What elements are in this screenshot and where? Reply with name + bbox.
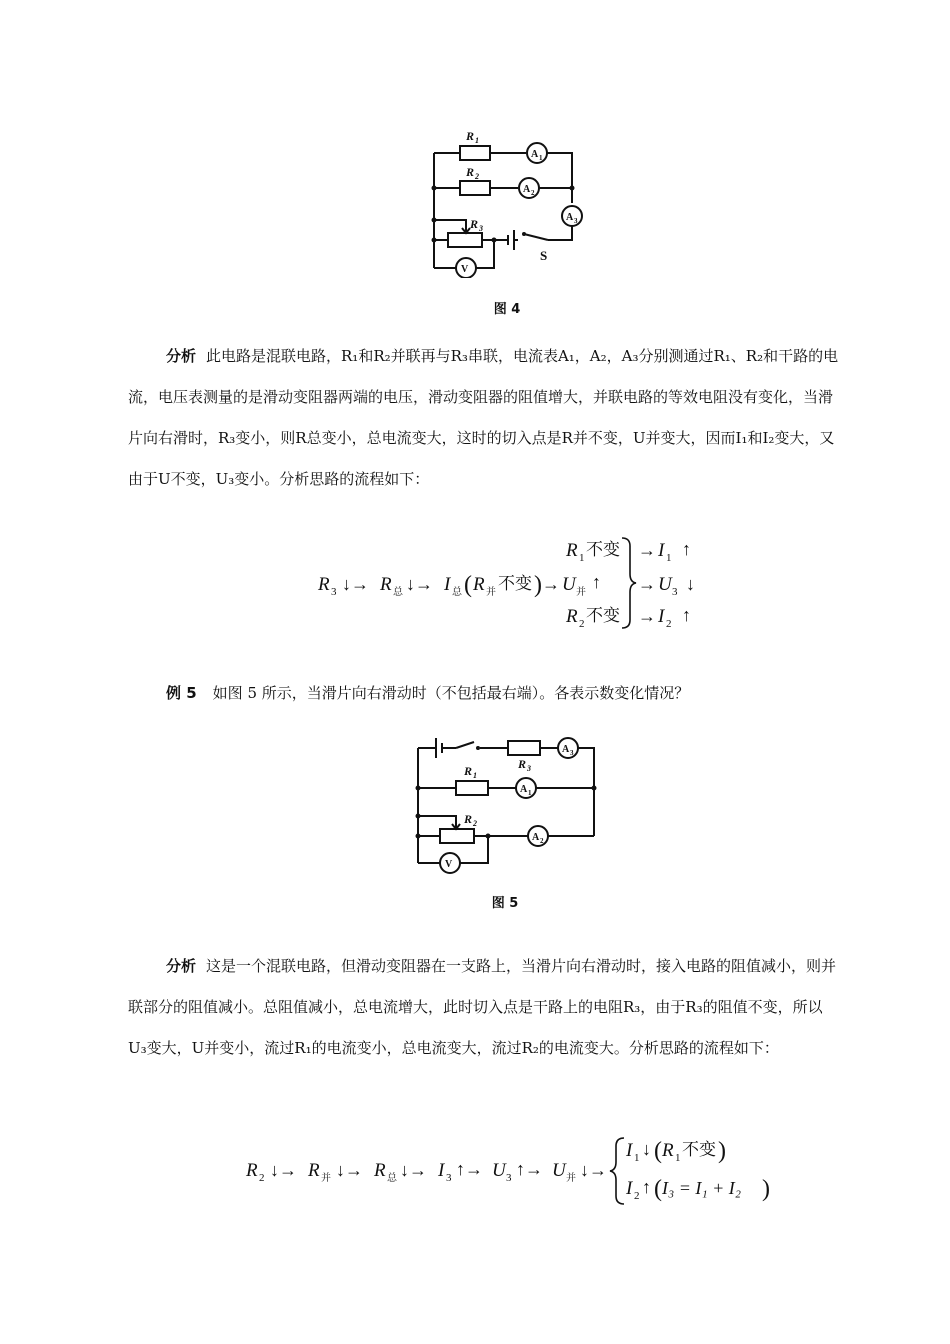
brace-left-icon [610, 1138, 624, 1204]
svg-text:并: 并 [321, 1173, 331, 1184]
svg-text:2: 2 [531, 189, 535, 197]
fig4-r1-label: R [466, 129, 475, 143]
flow-diagram-2 [240, 1132, 800, 1208]
svg-text:(: ( [654, 1138, 662, 1164]
svg-text:V: V [445, 859, 453, 870]
fig5-r2-label: R [464, 812, 473, 826]
svg-text:A: A [566, 212, 574, 223]
svg-text:↓: ↓ [686, 574, 695, 594]
svg-text:R: R [374, 1160, 386, 1181]
svg-text:2: 2 [666, 618, 672, 630]
svg-text:A: A [562, 744, 570, 755]
figure-4-caption: 图 4 [493, 302, 521, 317]
svg-text:I: I [658, 606, 665, 627]
svg-text:不变: 不变 [586, 540, 620, 559]
arrow-down-icon: ↓→ [270, 1160, 297, 1180]
svg-text:A: A [532, 832, 540, 843]
svg-text:1: 1 [666, 552, 672, 564]
arrow-up-icon: ↑ [592, 572, 601, 592]
fig4-r2-label: R [466, 165, 475, 179]
svg-text:2: 2 [475, 172, 479, 181]
svg-text:A: A [531, 149, 539, 160]
svg-text:R: R [662, 1140, 674, 1161]
svg-text:→: → [638, 574, 656, 594]
svg-text:U: U [552, 1160, 566, 1181]
arrow-up-icon: ↑→ [456, 1159, 483, 1179]
svg-text:不变: 不变 [682, 1140, 716, 1159]
svg-text:V: V [461, 264, 469, 275]
fig5-r3-label: R [518, 757, 527, 771]
svg-text:1: 1 [634, 1152, 640, 1164]
analysis-paragraph-2 [128, 946, 840, 1069]
svg-text:R: R [473, 574, 485, 595]
fig5-r1-label: R [464, 764, 473, 778]
svg-text:2: 2 [540, 837, 544, 845]
example-5-text: 如图 5 所示，当滑片向右滑动时（不包括最右端）。各表示数变化情况？ [212, 684, 690, 702]
svg-text:2: 2 [259, 1172, 265, 1184]
svg-text:): ) [534, 572, 542, 598]
analysis-paragraph-1 [128, 336, 840, 500]
svg-text:总: 总 [393, 587, 403, 598]
svg-text:S: S [540, 248, 548, 263]
svg-text:3: 3 [506, 1172, 512, 1184]
svg-text:↑: ↑ [642, 1177, 651, 1197]
fig4-r3-label: R [470, 217, 479, 231]
flow-diagram-1 [310, 530, 720, 640]
svg-text:总: 总 [452, 587, 462, 598]
analysis-text-1: 此电路是混联电路，R₁和R₂并联再与R₃串联，电流表A₁，A₂，A₃分别测通过R₁、R₂和干路的电流，电压表测量的是滑动变阻器两端的电压，滑动变阻器的阻值增大，并联电路的等效电阻没有变化，当滑片向右滑时，R₃变小，则R总变小，总电流变大，这时的切入点是R并不变，U并变大，因而I₁和I₂变大，又由于U不变，U₃变小。分析思路的流程如下： [128, 347, 839, 488]
flow1-iz: I [444, 574, 451, 595]
svg-text:I: I [626, 1140, 633, 1161]
svg-text:↑: ↑ [682, 539, 691, 559]
svg-text:3: 3 [527, 764, 531, 773]
svg-text:不变: 不变 [586, 606, 620, 625]
svg-text:↓→: ↓→ [400, 1160, 427, 1180]
example-5-lead: 例 5 [166, 684, 197, 702]
svg-text:1: 1 [475, 136, 479, 145]
svg-text:): ) [762, 1176, 770, 1202]
svg-text:A: A [520, 784, 528, 795]
svg-text:↓: ↓ [642, 1139, 651, 1159]
svg-text:U: U [562, 574, 576, 595]
flow2-equation: I₃ = I₁ + I₂ [662, 1178, 742, 1198]
svg-text:1: 1 [473, 771, 477, 780]
figure-4-circuit [420, 118, 600, 278]
flow1-rz: R [380, 574, 392, 595]
analysis-lead-2: 分析 [166, 957, 197, 975]
svg-text:1: 1 [579, 552, 585, 564]
svg-text:R: R [566, 540, 578, 561]
svg-text:1: 1 [675, 1152, 681, 1164]
svg-text:R: R [246, 1160, 258, 1181]
svg-text:): ) [718, 1138, 726, 1164]
svg-text:并: 并 [566, 1173, 576, 1184]
svg-text:3: 3 [570, 749, 574, 757]
arrow-down-icon: ↓→ [342, 574, 369, 594]
svg-text:I: I [658, 540, 665, 561]
svg-text:→: → [638, 606, 656, 626]
arrow-right-icon: → [542, 574, 560, 594]
svg-text:2: 2 [473, 819, 477, 828]
svg-text:3: 3 [672, 586, 678, 598]
svg-text:I: I [626, 1178, 633, 1199]
analysis-lead-1: 分析 [166, 347, 197, 365]
brace-right-icon [622, 538, 636, 628]
svg-text:并: 并 [576, 587, 586, 598]
svg-text:2: 2 [634, 1190, 640, 1202]
svg-text:并: 并 [486, 587, 496, 598]
svg-text:3: 3 [331, 586, 337, 598]
svg-text:→: → [638, 540, 656, 560]
flow1-r3: R [318, 574, 330, 595]
svg-text:1: 1 [539, 154, 543, 162]
analysis-text-2: 这是一个混联电路，但滑动变阻器在一支路上，当滑片向右滑动时，接入电路的阻值减小，则并联部分的阻值减小。总阻值减小，总电流增大，此时切入点是干路上的电阻R₃，由于R₃的阻值不变，所以U₃变大，U并变小，流过R₁的电流变小，总电流变大，流过R₂的电流变大。分析思路的流程如下： [128, 957, 837, 1057]
arrow-down-icon: ↓→ [406, 574, 433, 594]
svg-text:(: ( [654, 1176, 662, 1202]
svg-text:R: R [308, 1160, 320, 1181]
svg-text:↓→: ↓→ [580, 1160, 607, 1180]
svg-text:(: ( [464, 572, 472, 598]
svg-text:3: 3 [574, 217, 578, 225]
svg-text:1: 1 [528, 789, 532, 797]
svg-text:U: U [492, 1160, 506, 1181]
svg-text:↑→: ↑→ [516, 1159, 543, 1179]
svg-text:↑: ↑ [682, 605, 691, 625]
example-5 [166, 682, 689, 703]
svg-text:A: A [523, 184, 531, 195]
svg-text:↓→: ↓→ [336, 1160, 363, 1180]
svg-text:3: 3 [479, 224, 483, 233]
svg-text:3: 3 [446, 1172, 452, 1184]
svg-text:U: U [658, 574, 672, 595]
svg-text:I: I [438, 1160, 445, 1181]
svg-text:总: 总 [387, 1173, 397, 1184]
svg-text:不变: 不变 [498, 574, 532, 593]
svg-text:2: 2 [579, 618, 585, 630]
figure-5-caption: 图 5 [491, 896, 519, 911]
figure-5-circuit [408, 728, 604, 883]
svg-text:R: R [566, 606, 578, 627]
